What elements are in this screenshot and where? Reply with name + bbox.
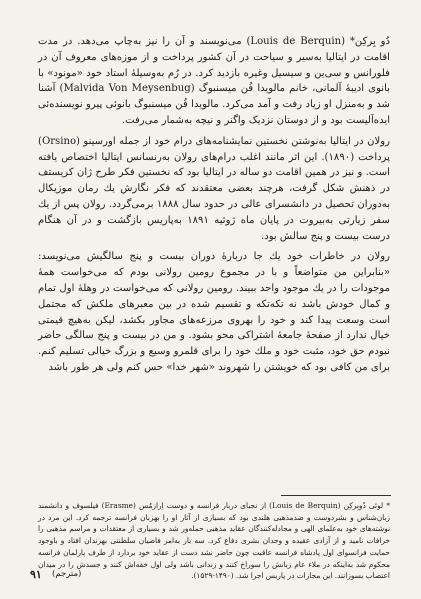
footnote-divider: [281, 495, 391, 496]
paragraph-3: رولان در خاطرات خود یك جا دربارهٔ دوران بیست و پنج سالگیش می‌نویسد: «بنابراین من متواضعاً و با در مجموع رومین رولانی بودم که می‌خواست همهٔ موجودات را در یك موجود واحد ببیند. رومین رولانی که می‌خواست در وهلهٔ اول تمام و کمال خودش باشد نه تکه‌تکه و تقسیم شده در بین معبرهای ملکش که مجتمل است وسعت پیدا کند و خود را بهروی مرزعه‌های مجاور بکشد، لیکن به‌هیچ قیمتی خیال ندارد از صفحهٔ جامعهٔ اشتراکی محو بشود. و من در بیست و پنج سالگی حاضر نبودم حق خود، مثبت خود و ملك خود را برای قلمرو وسیع و بزرگ خیالی تسلیم کنم. برای من کافی بود که خویشتن را شهروند «شهر خدا» حس کنم ولی هر طور باشد: [38, 251, 390, 373]
footnote-text: * لوئی دُوبِرکِن (Louis de Berquin) از نجبای دربار فرانسه و دوست اِرازمُس (Erasme) فیلسوف و دانشمند زبان‌شناس و بشردوست و ضدمذهبی هلندی بود که بسیاری از آثار او را بهزبان فرانسه ترجمه کرد. این مرد در نوشته‌های خود به‌علمای الهی و مجادله‌کنندگان عقاید مذهبی حمله‌ور شد و بسیاری از معتقدات و مراسم مذهبی را خرافات نامید و از آزادی عقیده و وجدان بشری دفاع کرد. سه بار به‌امر فاضیان سلطنتی بهزندان افتاد و باوجود حمایت فرانسوای اول پادشاه فرانسه عاقبت چون حاضر نشد دست از عقاید خود بردارد از طرف پارلمان فرانسه محکوم شد به‌اینکه در ملاء عام زبانش را سوراخ کنند و زندانی باشد ولی اول خفه‌اش کنند و جسدش را در میدان اعتصاب بسوزانند. این مجازات در پاریس اجرا شد. (۱۴۹۰-۱۵۲۹).: [38, 501, 391, 581]
paragraph-2: رولان در ایتالیا به‌نوشتن نخستین نمایشنامه‌های درام خود از جمله اورسینو (Orsino) پرداخت (۱۸۹۰). این اثر مانند اغلب درام‌های رولان به‌رنسانس ایتالیا اختصاص یافته است. و نیز در همین اقامت دو ساله در ایتالیا بود که نخستین فکر طرح ژان کریستف در ذهنش شکل گرفت، هرچند بعضی معتقدند که فکر نگارش یك رمان موزیکال به‌دوران تحصیل در دانشسرای عالی در حدود سال ۱۸۸۸ برمی‌گردد. رولان پس از یك سفر زیارتی به‌بیروت در پایان ماه ژوئیه ۱۸۹۱ به‌پاریس بازگشت و در آن هنگام درست بیست و پنج سالش بود.: [38, 135, 391, 242]
page-footer: [30, 568, 390, 584]
paragraph-1: دُو بِرکِن* (Louis de Berquin) می‌نویسند و آن را نیز به‌چاپ می‌دهد. در مدت اقامت در ایتالیا به‌سیر و سیاحت در آن کشور پرداخت و از موزه‌های معروف آن در فلورانس و سی‌ین و سیسیل وغیره بازدید کرد. در رُم به‌وسیلهٔ استاد خود «مونود» با بانوی ادیبهٔ آلمانی، خانم مالویدا فُن میسنبوگ (Malvida Von Meysenbug) آشنا شد و به‌منزل او زیاد رفت و آمد می‌کرد. مالویدا فُن میسنبوگ بانوئی پیرو نویسنده‌ئی ایده‌آلیست بود و از دوستان نزدیک واگنر و نیچه به‌شمار می‌رفت.: [38, 36, 390, 126]
translator-note: (مترجم): [52, 569, 82, 579]
main-text: [38, 34, 390, 376]
page-number: ۹۱: [30, 568, 42, 581]
